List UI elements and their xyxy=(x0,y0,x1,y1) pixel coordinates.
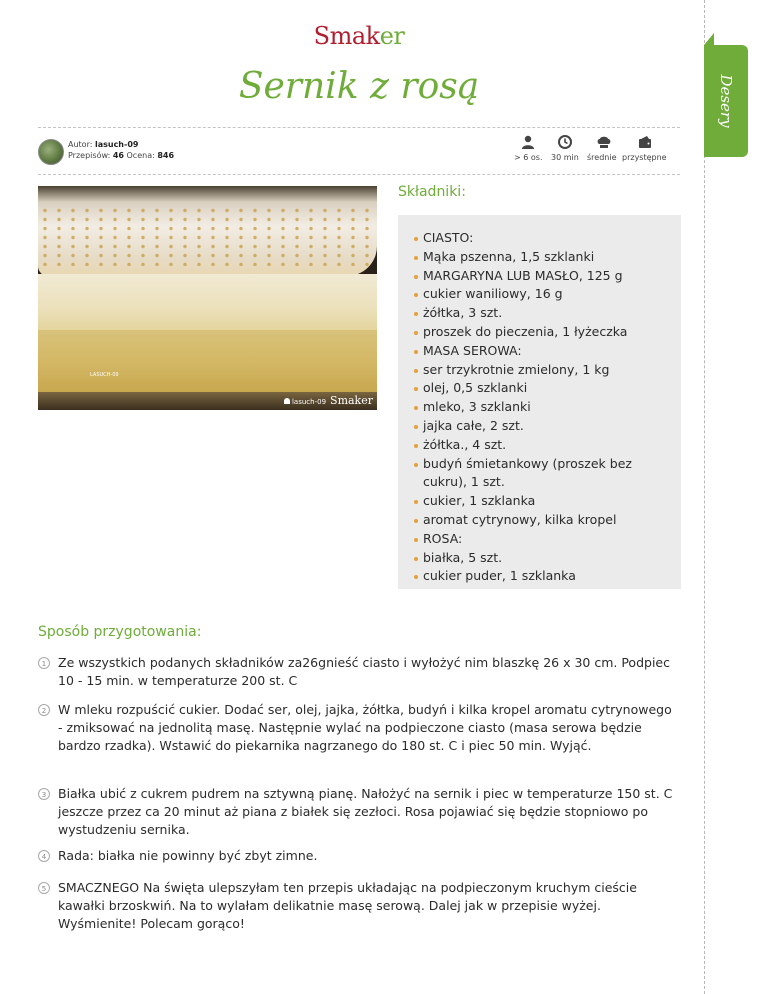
ingredient-item xyxy=(414,417,672,436)
bullet-icon xyxy=(414,425,418,429)
author-label: Autor: xyxy=(68,140,93,149)
person-icon xyxy=(520,134,536,150)
author-name[interactable]: lasuch-09 xyxy=(94,140,139,149)
ingredient-item xyxy=(414,398,672,417)
ingredient-text: olej, 0,5 szklanki xyxy=(423,380,528,396)
divider-meta xyxy=(38,174,680,175)
photo-crumb-dots xyxy=(38,206,377,266)
photo-caption: LASUCH-09 xyxy=(90,372,119,378)
ingredient-item xyxy=(414,304,672,323)
author-row xyxy=(68,140,138,149)
cost-text: przystępne xyxy=(622,153,667,162)
ingredient-text: CIASTO: xyxy=(423,230,474,245)
ingredient-item xyxy=(414,549,672,568)
bullet-icon xyxy=(414,406,418,410)
bullet-icon xyxy=(414,256,418,260)
ingredient-item xyxy=(414,436,672,455)
ingredient-item xyxy=(414,379,672,398)
ingredient-item xyxy=(414,492,672,511)
rating-value: 846 xyxy=(157,151,175,160)
photo-cream-layer xyxy=(38,274,377,330)
bullet-icon xyxy=(414,575,418,579)
clock-icon xyxy=(557,134,573,150)
bullet-icon xyxy=(414,519,418,523)
ingredient-item xyxy=(414,567,672,586)
ingredient-text: cukier waniliowy, 16 g xyxy=(423,286,563,302)
ingredient-item xyxy=(414,511,672,530)
author-stats-row xyxy=(68,151,174,160)
ingredient-item xyxy=(414,248,672,267)
step-text: SMACZNEGO Na święta ulepszyłam ten przepis układając na podpieczonym kruchym cieście kawałki brzoskwiń. Na to wylałam delikatnie masę serową. Dalej jak w przepisie wyżej. Wyśmienite! Polecam gorąco! xyxy=(58,880,637,931)
ingredient-item xyxy=(414,342,672,361)
ingredient-text: proszek do pieczenia, 1 łyżeczka xyxy=(423,323,628,339)
bullet-icon xyxy=(414,293,418,297)
servings-text: > 6 os. xyxy=(514,153,543,162)
bullet-icon xyxy=(414,500,418,504)
bullet-icon xyxy=(414,444,418,448)
ingredient-text: MASA SEROWA: xyxy=(423,342,522,358)
chef-hat-icon xyxy=(596,134,612,150)
ingredient-text: żółtka, 3 szt. xyxy=(423,305,503,321)
step-number: 4 xyxy=(38,850,50,862)
ingredient-item xyxy=(414,361,672,380)
ingredient-item xyxy=(414,267,672,286)
ingredient-item xyxy=(414,530,672,549)
step-number: 3 xyxy=(38,788,50,800)
recipe-title: Sernik z rosą xyxy=(238,66,480,107)
step-text: Ze wszystkich podanych składników za26gnieść ciasto i wyłożyć nim blaszkę 26 x 30 cm. Podpiec 10 - 15 min. w temperaturze 200 st. C xyxy=(58,655,670,688)
recipe-photo[interactable] xyxy=(38,186,377,410)
ingredient-text: MARGARYNA LUB MASŁO, 125 g xyxy=(423,267,623,283)
bullet-icon xyxy=(414,331,418,335)
bullet-icon xyxy=(414,275,418,279)
ingredient-item xyxy=(414,455,672,493)
watermark-user-icon xyxy=(284,398,290,404)
bullet-icon xyxy=(414,463,418,467)
step-text: Białka ubić z cukrem pudrem na sztywną pianę. Nałożyć na sernik i piec w temperaturze 150 st. C jeszcze przez ca 20 minut aż piana z białek się zezłoci. Rosa pojawiać się będzie stopniowo po wystudzeniu sernika. xyxy=(58,786,673,837)
ingredients-list xyxy=(414,229,672,586)
ingredient-text: białka, 5 szt. xyxy=(423,549,503,565)
bullet-icon xyxy=(414,557,418,561)
ingredient-text: cukier puder, 1 szklanka xyxy=(423,568,576,584)
ingredient-text: ser trzykrotnie zmielony, 1 kg xyxy=(423,361,610,377)
ingredient-text: Mąka pszenna, 1,5 szklanki xyxy=(423,248,595,264)
bullet-icon xyxy=(414,312,418,316)
bullet-icon xyxy=(414,369,418,373)
recipes-count: 46 xyxy=(112,151,124,160)
step-number: 2 xyxy=(38,704,50,716)
rating-label: Ocena: xyxy=(126,151,155,160)
ingredient-text: ROSA: xyxy=(423,530,463,546)
wallet-icon xyxy=(637,134,653,150)
logo-part-2: er xyxy=(379,22,405,50)
ingredient-item xyxy=(414,323,672,342)
photo-cheese-layer xyxy=(38,330,377,392)
logo-part-1: Smak xyxy=(313,22,380,50)
bullet-icon xyxy=(414,350,418,354)
recipes-label: Przepisów: xyxy=(68,151,111,160)
ingredient-text: cukier, 1 szklanka xyxy=(423,493,536,509)
step-number: 1 xyxy=(38,657,50,669)
step-text: W mleku rozpuścić cukier. Dodać ser, olej, jajka, żółtka, budyń i kilka kropel aromatu cytrynowego - zmiksować na jednolitą masę. Następnie wylać na podpieczone ciasto (masa serowa będzie bardzo rzadka). Wstawić do piekarnika nagrzanego do 180 st. C i piec 50 min. Wyjąć. xyxy=(58,702,672,753)
photo-watermark xyxy=(284,394,373,407)
ingredient-item xyxy=(414,229,672,248)
ingredient-text: mleko, 3 szklanki xyxy=(423,399,531,415)
ingredient-text: żółtka., 4 szt. xyxy=(423,436,507,452)
ingredient-item xyxy=(414,285,672,304)
divider-top xyxy=(38,127,680,128)
bullet-icon xyxy=(414,387,418,391)
brand-logo xyxy=(0,22,718,50)
time-text: 30 min xyxy=(551,153,579,162)
step-number: 5 xyxy=(38,882,50,894)
ingredients-heading: Składniki: xyxy=(398,184,466,200)
bullet-icon xyxy=(414,237,418,241)
ingredient-text: jajka całe, 2 szt. xyxy=(423,417,524,433)
category-label: Desery xyxy=(717,74,735,128)
watermark-user: lasuch-09 xyxy=(291,398,327,406)
step-text: Rada: białka nie powinny być zbyt zimne. xyxy=(58,848,318,863)
difficulty-text: średnie xyxy=(587,153,617,162)
bullet-icon xyxy=(414,538,418,542)
watermark-brand: Smaker xyxy=(330,394,373,407)
author-avatar[interactable] xyxy=(38,139,64,165)
preparation-heading: Sposób przygotowania: xyxy=(38,624,202,640)
ingredient-text: budyń śmietankowy (proszek bez cukru), 1 szt. xyxy=(423,455,632,490)
ingredient-text: aromat cytrynowy, kilka kropel xyxy=(423,511,617,527)
